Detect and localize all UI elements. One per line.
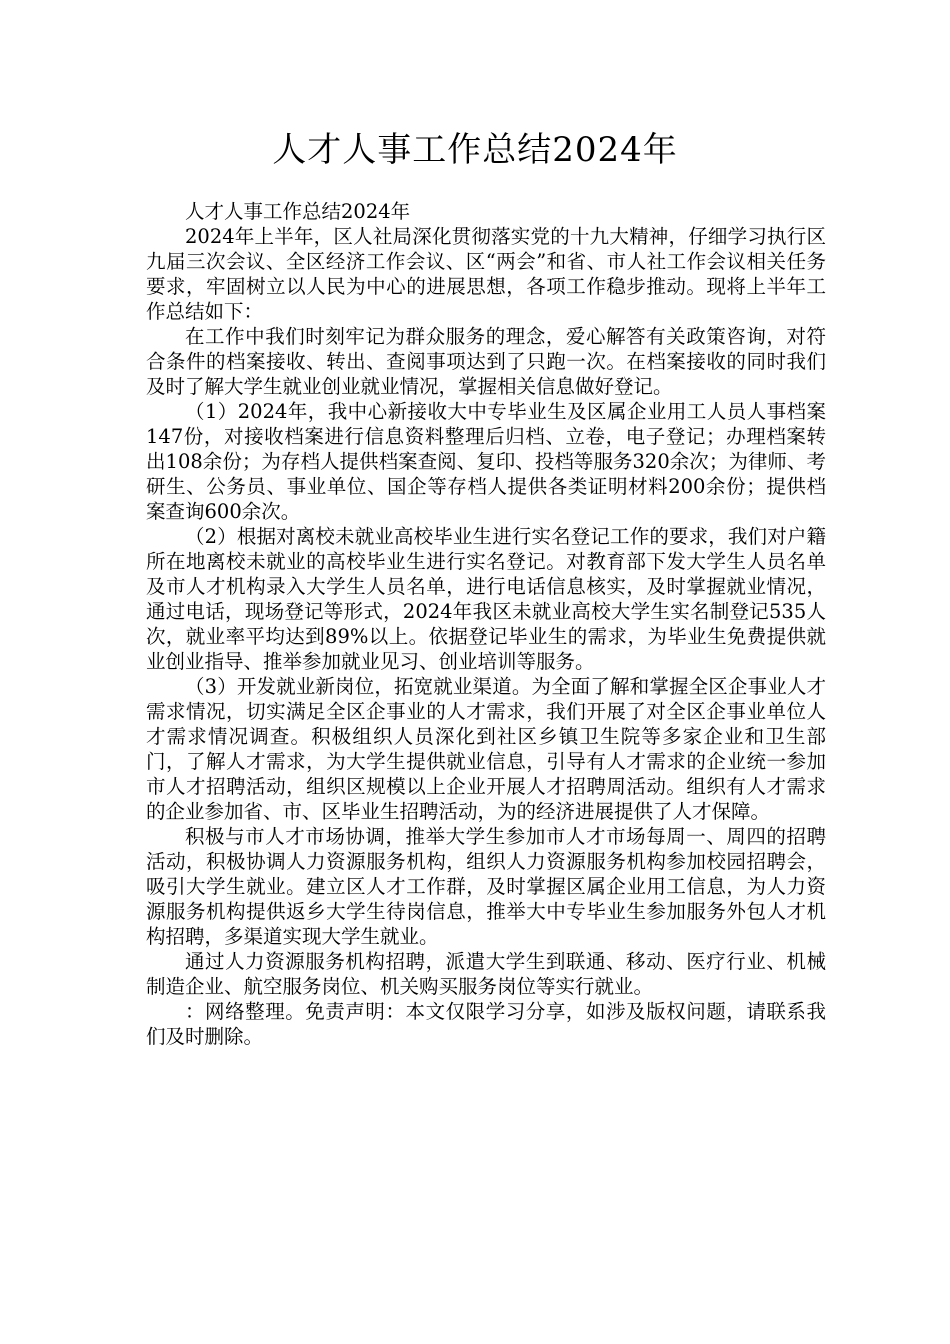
paragraph-hr-dispatch: 通过人力资源服务机构招聘，派遣大学生到联通、移动、医疗行业、机械制造企业、航空服务岗位、机关购买服务岗位等实行就业。 [146,950,826,998]
document-title: 人才人事工作总结2024年 [272,130,678,170]
paragraph-intro: 2024年上半年，区人社局深化贯彻落实党的十九大精神，仔细学习执行区九届三次会议、全区经济工作会议、区“两会”和省、市人社工作会议相关任务要求，牢固树立以人民为中心的进展思想，各项工作稳步推动。现将上半年工作总结如下： [146,225,826,323]
paragraph-item-2-registration: （2）根据对离校未就业高校毕业生进行实名登记工作的要求，我们对户籍所在地离校未就业的高校毕业生进行实名登记。对教育部下发大学生人员名单及市人才机构录入大学生人员名单，进行电话信息核实，及时掌握就业情况，通过电话，现场登记等形式，2024年我区未就业高校大学生实名制登记535人次，就业率平均达到89%以上。依据登记毕业生的需求，为毕业生免费提供就业创业指导、推举参加就业见习、创业培训等服务。 [146,525,826,673]
paragraph-item-3-new-positions: （3）开发就业新岗位，拓宽就业渠道。为全面了解和掌握全区企事业人才需求情况，切实满足全区企事业的人才需求，我们开展了对全区企事业单位人才需求情况调查。积极组织人员深化到社区乡镇卫生院等多家企业和卫生部门，了解人才需求，为大学生提供就业信息，引导有人才需求的企业统一参加市人才招聘活动，组织区规模以上企业开展人才招聘周活动。组织有人才需求的企业参加省、市、区毕业生招聘活动，为的经济进展提供了人才保障。 [146,675,826,823]
paragraph-talent-market: 积极与市人才市场协调，推举大学生参加市人才市场每周一、周四的招聘活动，积极协调人力资源服务机构，组织人力资源服务机构参加校园招聘会，吸引大学生就业。建立区人才工作群，及时掌握区属企业用工信息，为人力资源服务机构提供返乡大学生待岗信息，推举大中专毕业生参加服务外包人才机构招聘，多渠道实现大学生就业。 [146,825,826,948]
document-body [146,199,826,1049]
paragraph-disclaimer: ：网络整理。免责声明：本文仅限学习分享，如涉及版权问题，请联系我们及时删除。 [146,1000,826,1048]
paragraph-item-1-archives: （1）2024年，我中心新接收大中专毕业生及区属企业用工人员人事档案147份，对接收档案进行信息资料整理后归档、立卷，电子登记；办理档案转出108余份；为存档人提供档案查阅、复印、投档等服务320余次；为律师、考研生、公务员、事业单位、国企等存档人提供各类证明材料200余份；提供档案查询600余次。 [146,400,826,523]
paragraph-service-concept: 在工作中我们时刻牢记为群众服务的理念，爱心解答有关政策咨询，对符合条件的档案接收、转出、查阅事项达到了只跑一次。在档案接收的同时我们及时了解大学生就业创业就业情况，掌握相关信息做好登记。 [146,325,826,398]
document-subtitle: 人才人事工作总结2024年 [185,200,411,223]
